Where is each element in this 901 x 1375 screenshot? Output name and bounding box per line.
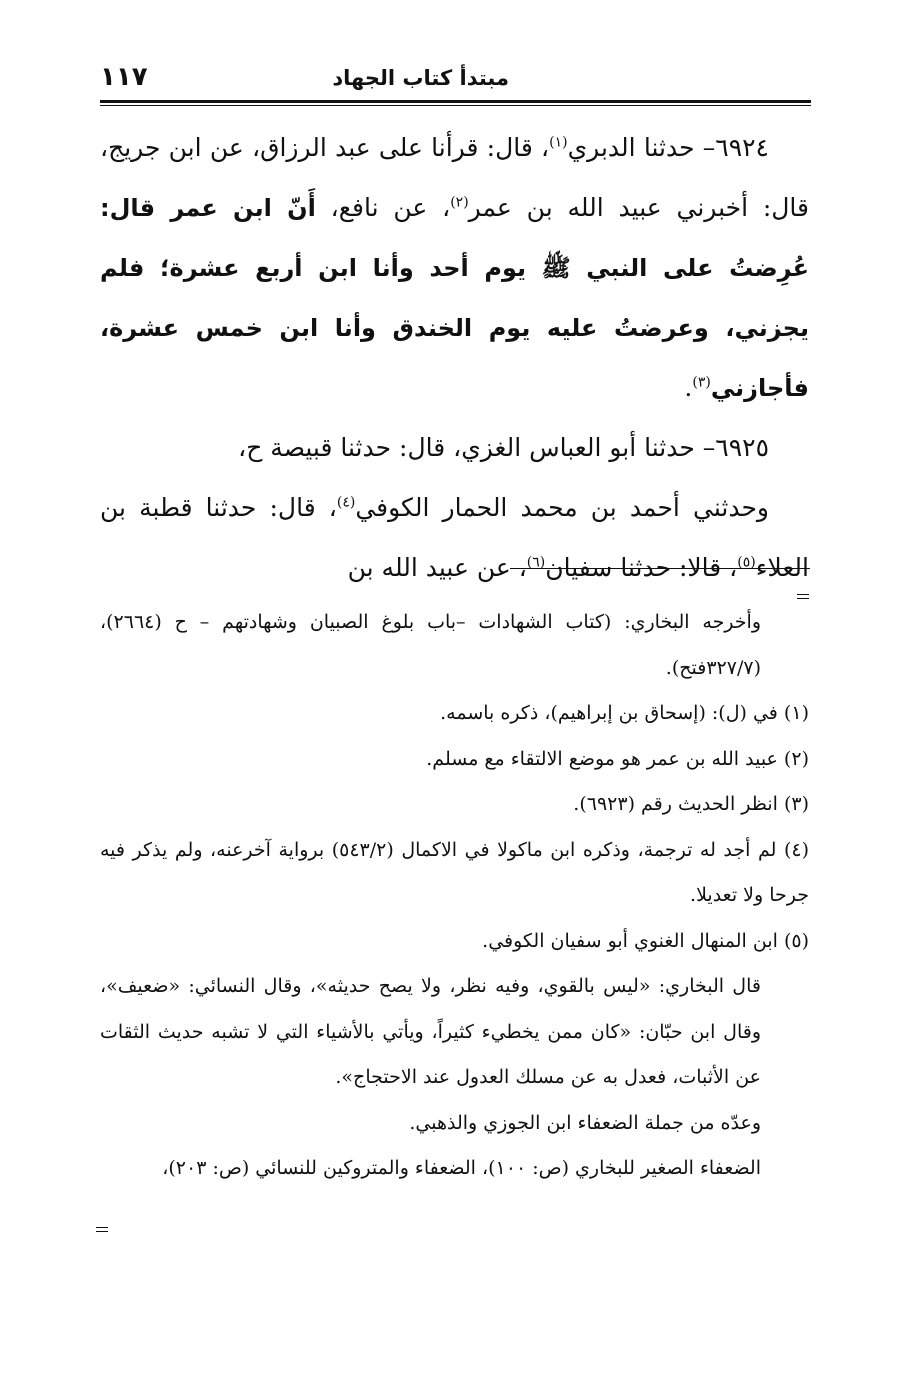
- footnote-1: (١) في (ل): (إسحاق بن إبراهيم)، ذكره باسمه.: [440, 702, 809, 724]
- main-text: [100, 118, 809, 598]
- continuation-marker: [96, 1227, 108, 1232]
- hadith-6925-chain: وحدثني أحمد بن محمد الحمار الكوفي$^{(٤)}$، قال: حدثنا قطبة بن العلاء$^{(٥)}$، قالا: حدثنا سفيان$^{(٦)}$، عن عبيد الله بن: [100, 493, 809, 582]
- page-number: ١١٧: [100, 62, 148, 92]
- hadith-6924: ٦٩٢٤– حدثنا الدبري$^{(١)}$، قال: قرأنا على عبد الرزاق، عن ابن جريج، قال: أخبرني عبيد الله بن عمر$^{(٢)}$، عن نافع، أَنّ ابن عمر قال: عُرِضتُ على النبي ﷺ يوم أحد وأنا ابن أربع عشرة؛ فلم يجزني، وعرضتُ عليه يوم الخندق وأنا ابن خمس عشرة، فأجازني$^{(٣)}$.: [100, 133, 809, 402]
- footnote-5: (٥) ابن المنهال الغنوي أبو سفيان الكوفي.: [482, 929, 809, 952]
- running-title: مبتدأ كتاب الجهاد: [332, 66, 509, 90]
- footnote-ref: (٦): [526, 554, 546, 571]
- footnote-5-detail: الضعفاء الصغير للبخاري (ص: ١٠٠)، الضعفاء والمتروكين للنسائي (ص: ٢٠٣)،: [162, 1157, 761, 1179]
- hadith-6925-line1: ٦٩٢٥– حدثنا أبو العباس الغزي، قال: حدثنا قبيصة ح،: [238, 433, 769, 462]
- footnotes: [100, 600, 809, 1192]
- footnote-continuation: وأخرجه البخاري: (كتاب الشهادات –باب بلوغ الصبيان وشهادتهم – ح (٢٦٦٤)، (٣٢٧/٧فتح).: [100, 611, 761, 679]
- footnote-4: (٤) لم أجد له ترجمة، وذكره ابن ماكولا في الاكمال (٥٤٣/٢) برواية آخرعنه، ولم يذكر فيه جرحا ولا تعديلا.: [100, 838, 809, 906]
- page-header: [100, 62, 809, 100]
- footnote-5-detail: وعدّه من جملة الضعفاء ابن الجوزي والذهبي.: [409, 1111, 761, 1134]
- footnote-5-detail: قال البخاري: «ليس بالقوي، وفيه نظر، ولا يصح حديثه»، وقال النسائي: «ضعيف»، وقال ابن حبّان: «كان ممن يخطيء كثيراً، ويأتي بالأشياء التي لا تشبه حديث الثقات عن الأثبات، فعدل به عن مسلك العدول عند الاحتجاج».: [100, 975, 761, 1088]
- header-rule: [100, 100, 811, 106]
- footnote-ref: (١): [549, 134, 568, 151]
- footnote-2: (٢) عبيد الله بن عمر هو موضع الالتقاء مع مسلم.: [426, 747, 809, 770]
- continuation-marker: [797, 594, 809, 599]
- footnote-ref: (٤): [336, 494, 356, 511]
- footnote-separator: [510, 568, 810, 569]
- footnote-ref: (٥): [737, 554, 756, 571]
- footnote-ref: (٣): [692, 374, 711, 391]
- footnote-3: (٣) انظر الحديث رقم (٦٩٢٣).: [573, 793, 809, 815]
- hadith-matn: أَنّ ابن عمر قال: عُرِضتُ على النبي ﷺ يوم أحد وأنا ابن أربع عشرة؛ فلم يجزني، وعرضتُ عليه يوم الخندق وأنا ابن خمس عشرة، فأجازني: [100, 194, 809, 402]
- footnote-ref: (٢): [450, 194, 469, 211]
